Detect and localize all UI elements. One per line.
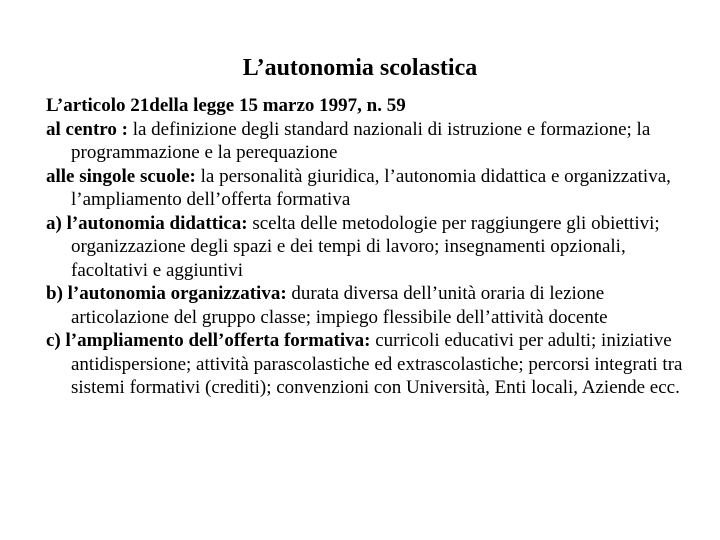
- paragraph-text: la definizione degli standard nazionali di istruzione e formazione; la programmazione e la perequazione: [71, 118, 651, 163]
- paragraph-text: scelta delle metodologie per raggiungere gli obiettivi; organizzazione degli spazi e dei tempi di lavoro; insegnamenti opzionali, facoltativi e aggiuntivi: [71, 212, 660, 281]
- slide-body: [46, 94, 696, 400]
- paragraph-law-reference: [46, 94, 696, 118]
- paragraph-lead: a) l’autonomia didattica:: [46, 212, 248, 234]
- paragraph-text: durata diversa dell’unità oraria di lezione articolazione del gruppo classe; impiego flessibile dell’attività docente: [71, 283, 608, 328]
- paragraph-text: la personalità giuridica, l’autonomia didattica e organizzativa, l’ampliamento dell’offerta formativa: [71, 165, 671, 210]
- paragraph-lead: al centro :: [46, 118, 128, 140]
- paragraph-lead: c) l’ampliamento dell’offerta formativa:: [46, 330, 371, 351]
- paragraph-alle-singole-scuole: [46, 165, 696, 212]
- slide-title: L’autonomia scolastica: [242, 55, 478, 81]
- paragraph-ampliamento-offerta: [46, 329, 696, 400]
- paragraph-autonomia-didattica: [46, 212, 696, 283]
- paragraph-lead: L’articolo 21della legge 15 marzo 1997, n. 59: [46, 95, 406, 116]
- paragraph-autonomia-organizzativa: [46, 282, 696, 329]
- paragraph-lead: b) l’autonomia organizzativa:: [46, 283, 287, 304]
- paragraph-text: curricoli educativi per adulti; iniziative antidispersione; attività parascolastiche ed extrascolastiche; percorsi integrati tra sistemi formativi (crediti); convenzioni con Università, Enti locali, Aziende ecc.: [71, 330, 683, 398]
- paragraph-lead: alle singole scuole:: [46, 165, 196, 187]
- paragraph-al-centro: [46, 118, 696, 165]
